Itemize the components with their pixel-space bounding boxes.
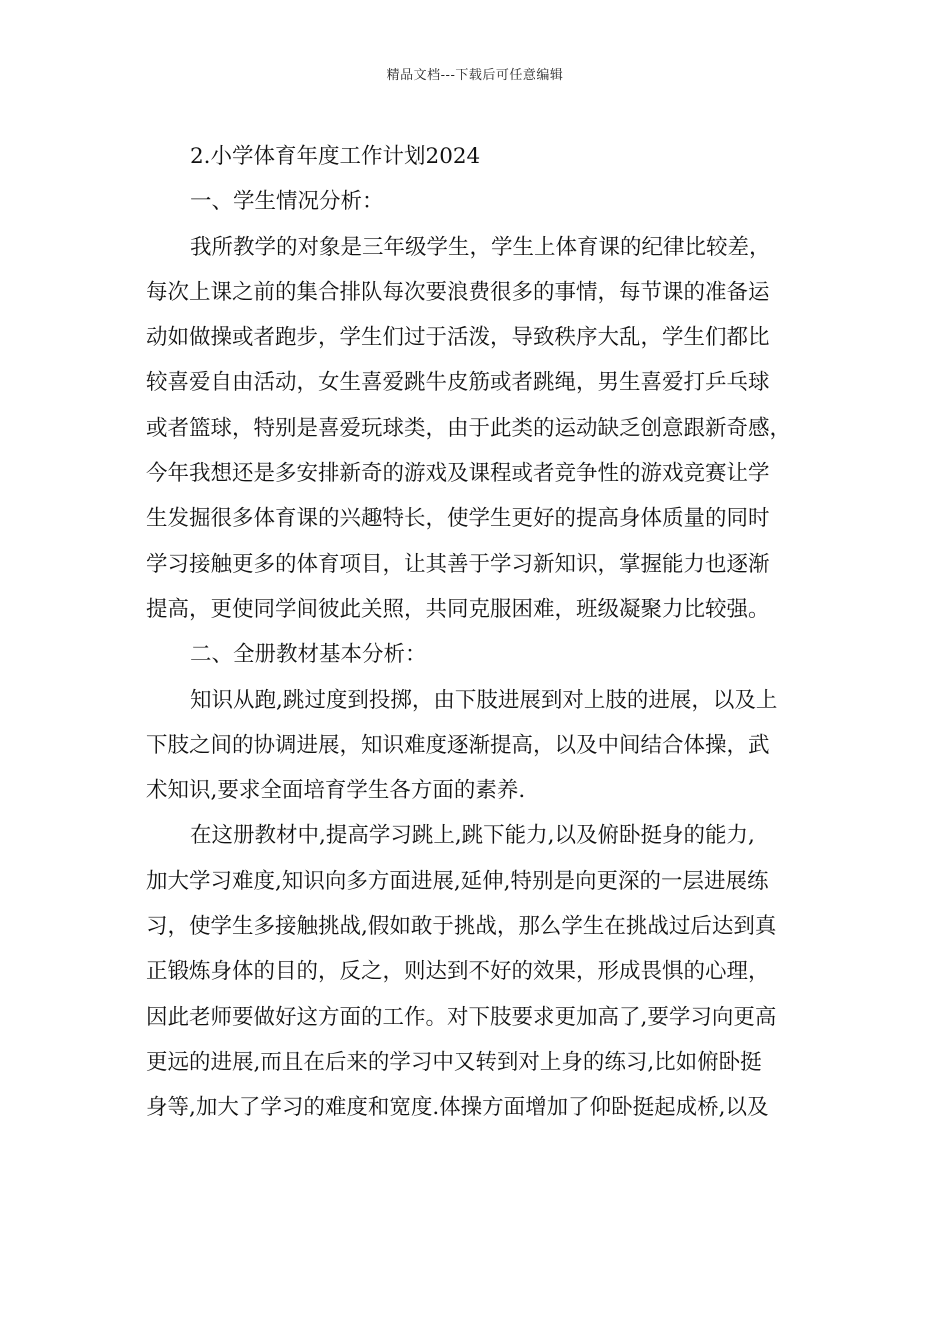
text-line: 知识从跑,跳过度到投掷，由下肢进展到对上肢的进展，以及上	[190, 687, 778, 713]
text-line: 身等,加大了学习的难度和宽度.体操方面增加了仰卧挺起成桥,以及	[146, 1095, 769, 1121]
text-line: 提高，更使同学间彼此关照，共同克服困难，班级凝聚力比较强。	[146, 596, 770, 622]
text-line: 每次上课之前的集合排队每次要浪费很多的事情，每节课的准备运	[146, 279, 770, 305]
text-line: 在这册教材中,提高学习跳上,跳下能力,以及俯卧挺身的能力,	[190, 823, 755, 849]
page-header: 精品文档---下载后可任意编辑	[386, 68, 564, 83]
text-line: 二、全册教材基本分析：	[190, 642, 427, 668]
text-line: 学习接触更多的体育项目，让其善于学习新知识，掌握能力也逐渐	[146, 551, 770, 577]
text-line: 较喜爱自由活动，女生喜爱跳牛皮筋或者跳绳，男生喜爱打乒乓球	[146, 370, 770, 396]
text-line: 动如做操或者跑步，学生们过于活泼，导致秩序大乱，学生们都比	[146, 325, 770, 351]
text-line: 今年我想还是多安排新奇的游戏及课程或者竞争性的游戏竞赛让学	[146, 461, 770, 487]
text-line: 或者篮球，特别是喜爱玩球类，由于此类的运动缺乏创意跟新奇感，	[146, 415, 792, 441]
text-line: 生发掘很多体育课的兴趣特长，使学生更好的提高身体质量的同时	[146, 506, 770, 532]
text-line: 加大学习难度,知识向多方面进展,延伸,特别是向更深的一层进展练	[146, 868, 769, 894]
document-body	[146, 134, 822, 1131]
text-line: 更远的进展,而且在后来的学习中又转到对上身的练习,比如俯卧挺	[146, 1049, 762, 1075]
text-line: 因此老师要做好这方面的工作。对下肢要求更加高了,要学习向更高	[146, 1004, 777, 1030]
text-line: 2.小学体育年度工作计划2024	[190, 144, 481, 169]
text-line: 习，使学生多接触挑战,假如敢于挑战，那么学生在挑战过后达到真	[146, 914, 777, 940]
text-line: 一、学生情况分析：	[190, 189, 384, 215]
text-line: 我所教学的对象是三年级学生，学生上体育课的纪律比较差，	[190, 234, 771, 260]
text-line: 术知识,要求全面培育学生各方面的素养.	[146, 778, 526, 804]
text-line: 下肢之间的协调进展，知识难度逐渐提高，以及中间结合体操，武	[146, 732, 770, 758]
text-line: 正锻炼身体的目的，反之，则达到不好的效果，形成畏惧的心理，	[146, 959, 770, 985]
